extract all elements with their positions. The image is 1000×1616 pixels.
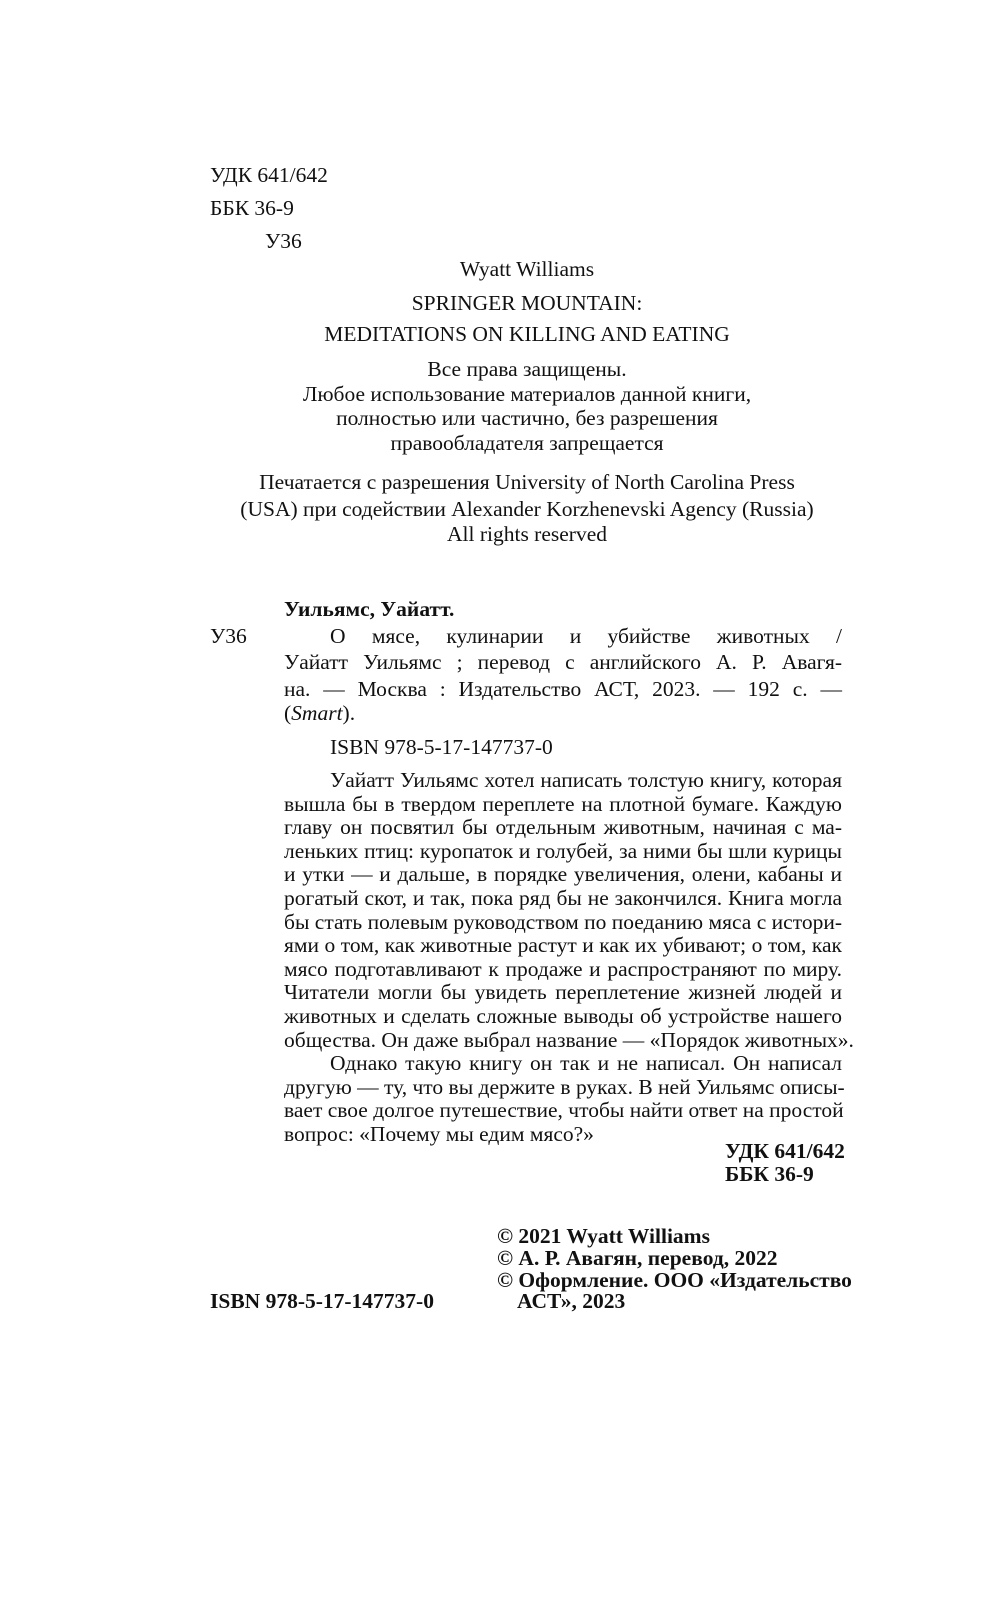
- annotation-line: общества. Он даже выбрал название — «Порядок животных».: [284, 1027, 854, 1052]
- series-paren: ).: [342, 701, 356, 725]
- copyright-line: © Оформление. ООО «Издательство: [497, 1268, 852, 1292]
- catalog-bbk: ББК 36-9: [725, 1162, 814, 1186]
- annotation-line: другую — ту, что вы держите в руках. В ней Уильямс описы-: [284, 1074, 845, 1099]
- catalog-isbn: ISBN 978-5-17-147737-0: [330, 735, 553, 759]
- original-author: Wyatt Williams: [459, 257, 595, 281]
- annotation-line: мясо подготавливают к продаже и распространяют по миру.: [284, 956, 842, 981]
- catalog-mark: У36: [210, 624, 247, 648]
- catalog-description-line: О мясе, кулинарии и убийстве животных /: [330, 624, 842, 648]
- series-paren: (: [284, 701, 292, 725]
- copyright-line: © А. Р. Авагян, перевод, 2022: [497, 1246, 778, 1270]
- annotation-line: Читатели могли бы увидеть переплетение жизней людей и: [284, 980, 842, 1005]
- annotation-line: леньких птиц: куропаток и голубей, за ними бы шли курицы: [284, 838, 842, 863]
- series-name: Smart: [291, 701, 343, 725]
- rights-line: полностью или частично, без разрешения: [336, 406, 718, 430]
- annotation-line: главу он посвятил бы отдельным животным, начиная с ма-: [284, 815, 842, 840]
- annotation-line: Уайатт Уильямс хотел написать толстую книгу, которая: [330, 768, 842, 792]
- original-title-line: SPRINGER MOUNTAIN:: [411, 291, 643, 315]
- copyright-line: АСТ», 2023: [517, 1289, 626, 1313]
- annotation-line: вышла бы в твердом переплете на плотной бумаге. Каждую: [284, 791, 842, 816]
- catalog-description-line: Уайатт Уильямс ; перевод с английского А. Р. Авагя-: [284, 650, 842, 674]
- annotation-line: вопрос: «Почему мы едим мясо?»: [284, 1122, 594, 1146]
- permission-line: (USA) при содействии Alexander Korzhenevski Agency (Russia): [240, 497, 814, 521]
- permission-line: Печатается с разрешения University of North Carolina Press: [259, 470, 795, 494]
- author-mark: У36: [265, 229, 302, 253]
- catalog-series: [284, 700, 355, 726]
- annotation-line: рогатый скот, и так, пока ряд бы не закончился. Книга могла: [284, 886, 842, 910]
- annotation-line: и утки — и дальше, в порядке увеличения, олени, кабаны и: [284, 862, 842, 887]
- bottom-isbn: ISBN 978-5-17-147737-0: [210, 1289, 434, 1313]
- permission-line: All rights reserved: [446, 522, 607, 546]
- catalog-author-heading: Уильямс, Уайатт.: [284, 597, 455, 621]
- annotation-line: вает свое долгое путешествие, чтобы найти ответ на простой: [284, 1098, 844, 1123]
- catalog-description-line: на. — Москва : Издательство АСТ, 2023. — 192 с. —: [284, 677, 842, 701]
- annotation-line: ями о том, как животные растут и как их убивают; о том, как: [284, 933, 842, 958]
- original-title-line: MEDITATIONS ON KILLING AND EATING: [324, 322, 730, 346]
- copyright-line: © 2021 Wyatt Williams: [497, 1224, 710, 1248]
- annotation-line: Однако такую книгу он так и не написал. Он написал: [330, 1051, 842, 1076]
- rights-line: Все права защищены.: [427, 357, 627, 381]
- annotation-line: животных и сделать сложные выводы об устройстве нашего: [284, 1004, 842, 1028]
- annotation-line: бы стать полевым руководством по поеданию мяса с истори-: [284, 909, 842, 934]
- rights-line: правообладателя запрещается: [390, 431, 664, 455]
- udk-code: УДК 641/642: [210, 163, 328, 187]
- bbk-code: ББК 36-9: [210, 196, 294, 220]
- rights-line: Любое использование материалов данной книги,: [302, 382, 752, 406]
- catalog-udk: УДК 641/642: [725, 1139, 845, 1163]
